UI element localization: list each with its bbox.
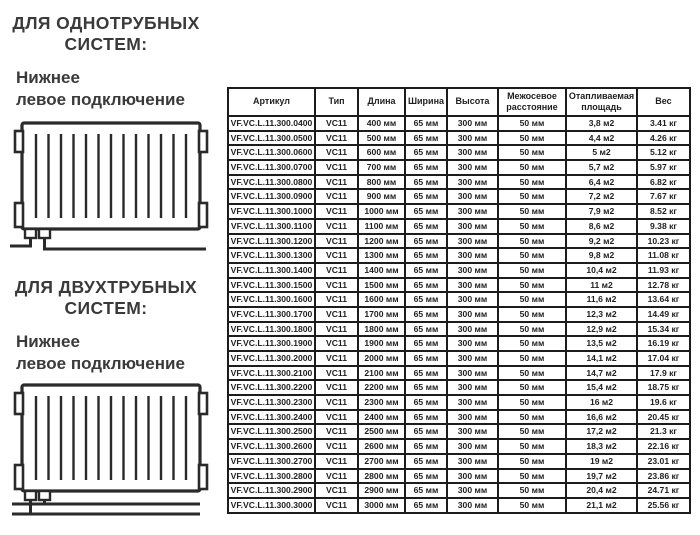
table-row bbox=[228, 248, 690, 263]
table-row bbox=[228, 204, 690, 219]
table-cell: 50 мм bbox=[498, 469, 566, 484]
table-cell: 700 мм bbox=[358, 160, 405, 175]
table-cell: VC11 bbox=[315, 145, 358, 160]
table-cell: 23.86 кг bbox=[637, 469, 690, 484]
table-cell: 300 мм bbox=[447, 292, 498, 307]
section-single-pipe-subtitle bbox=[16, 67, 216, 111]
table-cell: 50 мм bbox=[498, 454, 566, 469]
table-cell: VC11 bbox=[315, 307, 358, 322]
table-cell: VC11 bbox=[315, 469, 358, 484]
table-cell: 11.93 кг bbox=[637, 263, 690, 278]
table-cell: VC11 bbox=[315, 160, 358, 175]
table-cell: 65 мм bbox=[405, 469, 447, 484]
table-cell: VF.VC.L.11.300.1600 bbox=[228, 292, 315, 307]
table-cell: 2800 мм bbox=[358, 469, 405, 484]
section-two-pipe-title bbox=[2, 277, 210, 319]
table-cell: 300 мм bbox=[447, 336, 498, 351]
table-cell: VF.VC.L.11.300.2700 bbox=[228, 454, 315, 469]
table-cell: 300 мм bbox=[447, 483, 498, 498]
table-cell: 2000 мм bbox=[358, 351, 405, 366]
table-cell: 400 мм bbox=[358, 116, 405, 131]
table-cell: 50 мм bbox=[498, 292, 566, 307]
table-cell: VC11 bbox=[315, 116, 358, 131]
table-cell: 300 мм bbox=[447, 219, 498, 234]
table-row bbox=[228, 160, 690, 175]
table-row bbox=[228, 439, 690, 454]
table-cell: 25.56 кг bbox=[637, 498, 690, 513]
table-cell: 65 мм bbox=[405, 219, 447, 234]
table-cell: 9.38 кг bbox=[637, 219, 690, 234]
table-cell: VC11 bbox=[315, 439, 358, 454]
table-cell: 13,5 м2 bbox=[566, 336, 637, 351]
table-cell: 65 мм bbox=[405, 204, 447, 219]
table-row bbox=[228, 410, 690, 425]
table-cell: 2600 мм bbox=[358, 439, 405, 454]
table-cell: 65 мм bbox=[405, 131, 447, 146]
table-cell: 1600 мм bbox=[358, 292, 405, 307]
table-row bbox=[228, 395, 690, 410]
table-cell: 1100 мм bbox=[358, 219, 405, 234]
table-cell: 300 мм bbox=[447, 248, 498, 263]
table-cell: 12,3 м2 bbox=[566, 307, 637, 322]
column-header-dlina: Длина bbox=[358, 88, 405, 116]
table-cell: 65 мм bbox=[405, 116, 447, 131]
table-cell: 9,8 м2 bbox=[566, 248, 637, 263]
table-row bbox=[228, 380, 690, 395]
table-cell: 8,6 м2 bbox=[566, 219, 637, 234]
table-cell: 300 мм bbox=[447, 322, 498, 337]
section-single-pipe-title-line1: ДЛЯ ОДНОТРУБНЫХ bbox=[12, 13, 200, 33]
table-row bbox=[228, 498, 690, 513]
table-cell: 13.64 кг bbox=[637, 292, 690, 307]
table-cell: 7.67 кг bbox=[637, 189, 690, 204]
table-cell: VF.VC.L.11.300.3000 bbox=[228, 498, 315, 513]
table-cell: 3,8 м2 bbox=[566, 116, 637, 131]
table-cell: VC11 bbox=[315, 248, 358, 263]
column-header-tip: Тип bbox=[315, 88, 358, 116]
section-two-pipe-subtitle bbox=[16, 331, 216, 375]
table-cell: 65 мм bbox=[405, 234, 447, 249]
table-cell: 1200 мм bbox=[358, 234, 405, 249]
table-cell: 65 мм bbox=[405, 410, 447, 425]
table-cell: VF.VC.L.11.300.2000 bbox=[228, 351, 315, 366]
table-row bbox=[228, 336, 690, 351]
table-row bbox=[228, 175, 690, 190]
table-cell: 2400 мм bbox=[358, 410, 405, 425]
column-header-mezhosevoe: Межосевое расстояние bbox=[498, 88, 566, 116]
table-row bbox=[228, 351, 690, 366]
table-cell: VC11 bbox=[315, 322, 358, 337]
column-header-shirina: Ширина bbox=[405, 88, 447, 116]
table-cell: 300 мм bbox=[447, 234, 498, 249]
spec-table-body bbox=[228, 116, 690, 513]
table-cell: 7,9 м2 bbox=[566, 204, 637, 219]
table-cell: VC11 bbox=[315, 234, 358, 249]
table-cell: 16.19 кг bbox=[637, 336, 690, 351]
table-row bbox=[228, 189, 690, 204]
table-row bbox=[228, 234, 690, 249]
section-single-pipe-title bbox=[2, 13, 210, 55]
section-two-pipe-title-line1: ДЛЯ ДВУХТРУБНЫХ bbox=[14, 277, 198, 297]
table-cell: 65 мм bbox=[405, 322, 447, 337]
table-cell: VF.VC.L.11.300.2400 bbox=[228, 410, 315, 425]
table-cell: 50 мм bbox=[498, 278, 566, 293]
table-cell: 19,7 м2 bbox=[566, 469, 637, 484]
table-cell: 3000 мм bbox=[358, 498, 405, 513]
table-cell: 1800 мм bbox=[358, 322, 405, 337]
table-cell: VC11 bbox=[315, 366, 358, 381]
table-cell: 11.08 кг bbox=[637, 248, 690, 263]
table-cell: 11,6 м2 bbox=[566, 292, 637, 307]
table-row bbox=[228, 131, 690, 146]
radiator-diagram-two-pipe bbox=[8, 380, 214, 520]
table-cell: 50 мм bbox=[498, 351, 566, 366]
table-cell: VC11 bbox=[315, 351, 358, 366]
column-header-vysota: Высота bbox=[447, 88, 498, 116]
table-cell: 20.45 кг bbox=[637, 410, 690, 425]
table-cell: 5.12 кг bbox=[637, 145, 690, 160]
table-cell: 65 мм bbox=[405, 395, 447, 410]
table-cell: 1300 мм bbox=[358, 248, 405, 263]
table-cell: 500 мм bbox=[358, 131, 405, 146]
table-cell: 2900 мм bbox=[358, 483, 405, 498]
table-row bbox=[228, 263, 690, 278]
table-cell: 50 мм bbox=[498, 116, 566, 131]
table-cell: 16 м2 bbox=[566, 395, 637, 410]
table-cell: VC11 bbox=[315, 204, 358, 219]
table-cell: VF.VC.L.11.300.1800 bbox=[228, 322, 315, 337]
table-cell: 65 мм bbox=[405, 160, 447, 175]
table-cell: VC11 bbox=[315, 424, 358, 439]
table-cell: 50 мм bbox=[498, 219, 566, 234]
table-cell: 300 мм bbox=[447, 263, 498, 278]
table-cell: VC11 bbox=[315, 175, 358, 190]
table-cell: 65 мм bbox=[405, 248, 447, 263]
table-cell: 300 мм bbox=[447, 307, 498, 322]
table-cell: VC11 bbox=[315, 483, 358, 498]
table-cell: VC11 bbox=[315, 498, 358, 513]
table-cell: 300 мм bbox=[447, 145, 498, 160]
table-cell: VC11 bbox=[315, 219, 358, 234]
table-cell: 14.49 кг bbox=[637, 307, 690, 322]
table-cell: 17.04 кг bbox=[637, 351, 690, 366]
table-cell: 300 мм bbox=[447, 189, 498, 204]
table-cell: 65 мм bbox=[405, 366, 447, 381]
table-cell: 300 мм bbox=[447, 410, 498, 425]
table-cell: 19.6 кг bbox=[637, 395, 690, 410]
table-row bbox=[228, 424, 690, 439]
table-cell: VF.VC.L.11.300.1100 bbox=[228, 219, 315, 234]
table-cell: 2100 мм bbox=[358, 366, 405, 381]
table-cell: 9,2 м2 bbox=[566, 234, 637, 249]
table-cell: 50 мм bbox=[498, 234, 566, 249]
table-cell: VF.VC.L.11.300.0500 bbox=[228, 131, 315, 146]
table-cell: 4.26 кг bbox=[637, 131, 690, 146]
section-two-pipe-subtitle-line2: левое подключение bbox=[16, 354, 185, 373]
table-cell: 50 мм bbox=[498, 145, 566, 160]
table-cell: 21.3 кг bbox=[637, 424, 690, 439]
table-cell: 65 мм bbox=[405, 263, 447, 278]
table-cell: VF.VC.L.11.300.0900 bbox=[228, 189, 315, 204]
table-cell: 22.16 кг bbox=[637, 439, 690, 454]
table-cell: 50 мм bbox=[498, 424, 566, 439]
table-cell: 50 мм bbox=[498, 380, 566, 395]
table-cell: 1700 мм bbox=[358, 307, 405, 322]
spec-table bbox=[227, 87, 691, 514]
table-cell: 300 мм bbox=[447, 424, 498, 439]
table-cell: 50 мм bbox=[498, 439, 566, 454]
table-cell: 17.9 кг bbox=[637, 366, 690, 381]
table-cell: 300 мм bbox=[447, 366, 498, 381]
table-cell: 15,4 м2 bbox=[566, 380, 637, 395]
table-cell: 50 мм bbox=[498, 322, 566, 337]
table-cell: VF.VC.L.11.300.1000 bbox=[228, 204, 315, 219]
column-header-ploshchad: Отапливаемая площадь bbox=[566, 88, 637, 116]
table-cell: 65 мм bbox=[405, 483, 447, 498]
table-cell: 65 мм bbox=[405, 439, 447, 454]
table-cell: 65 мм bbox=[405, 189, 447, 204]
table-cell: 10,4 м2 bbox=[566, 263, 637, 278]
table-header-row bbox=[228, 88, 690, 116]
table-cell: 14,1 м2 bbox=[566, 351, 637, 366]
table-cell: 20,4 м2 bbox=[566, 483, 637, 498]
table-cell: 50 мм bbox=[498, 263, 566, 278]
table-cell: 18.75 кг bbox=[637, 380, 690, 395]
table-cell: VF.VC.L.11.300.2800 bbox=[228, 469, 315, 484]
table-cell: 1000 мм bbox=[358, 204, 405, 219]
table-cell: VC11 bbox=[315, 131, 358, 146]
table-cell: 2300 мм bbox=[358, 395, 405, 410]
table-cell: 300 мм bbox=[447, 278, 498, 293]
table-cell: 300 мм bbox=[447, 395, 498, 410]
table-cell: 65 мм bbox=[405, 278, 447, 293]
table-cell: 12,9 м2 bbox=[566, 322, 637, 337]
table-cell: VC11 bbox=[315, 410, 358, 425]
table-cell: 50 мм bbox=[498, 160, 566, 175]
table-cell: 300 мм bbox=[447, 131, 498, 146]
table-row bbox=[228, 469, 690, 484]
table-cell: 50 мм bbox=[498, 307, 566, 322]
table-row bbox=[228, 454, 690, 469]
table-cell: 50 мм bbox=[498, 131, 566, 146]
table-cell: VF.VC.L.11.300.1500 bbox=[228, 278, 315, 293]
table-cell: VF.VC.L.11.300.2100 bbox=[228, 366, 315, 381]
table-cell: 300 мм bbox=[447, 351, 498, 366]
radiator-diagram-single-pipe bbox=[8, 120, 214, 254]
table-cell: VF.VC.L.11.300.1300 bbox=[228, 248, 315, 263]
table-cell: 50 мм bbox=[498, 175, 566, 190]
table-row bbox=[228, 292, 690, 307]
table-cell: 300 мм bbox=[447, 454, 498, 469]
table-cell: 19 м2 bbox=[566, 454, 637, 469]
table-cell: 14,7 м2 bbox=[566, 366, 637, 381]
table-cell: 50 мм bbox=[498, 248, 566, 263]
table-cell: 50 мм bbox=[498, 498, 566, 513]
table-cell: VC11 bbox=[315, 263, 358, 278]
section-single-pipe-subtitle-line1: Нижнее bbox=[16, 68, 80, 87]
table-cell: 65 мм bbox=[405, 336, 447, 351]
table-cell: 65 мм bbox=[405, 292, 447, 307]
table-cell: VF.VC.L.11.300.0700 bbox=[228, 160, 315, 175]
table-row bbox=[228, 366, 690, 381]
table-cell: VC11 bbox=[315, 380, 358, 395]
table-cell: 65 мм bbox=[405, 307, 447, 322]
table-cell: 1500 мм bbox=[358, 278, 405, 293]
table-cell: 18,3 м2 bbox=[566, 439, 637, 454]
table-row bbox=[228, 145, 690, 160]
table-row bbox=[228, 278, 690, 293]
table-cell: VF.VC.L.11.300.1400 bbox=[228, 263, 315, 278]
table-cell: 24.71 кг bbox=[637, 483, 690, 498]
table-cell: VC11 bbox=[315, 189, 358, 204]
table-cell: 600 мм bbox=[358, 145, 405, 160]
table-cell: 12.78 кг bbox=[637, 278, 690, 293]
table-cell: 7,2 м2 bbox=[566, 189, 637, 204]
table-cell: 50 мм bbox=[498, 483, 566, 498]
table-cell: VF.VC.L.11.300.1900 bbox=[228, 336, 315, 351]
table-cell: 3.41 кг bbox=[637, 116, 690, 131]
table-row bbox=[228, 219, 690, 234]
table-cell: 6,4 м2 bbox=[566, 175, 637, 190]
table-cell: VF.VC.L.11.300.2600 bbox=[228, 439, 315, 454]
table-cell: VF.VC.L.11.300.2300 bbox=[228, 395, 315, 410]
table-cell: 2700 мм bbox=[358, 454, 405, 469]
table-cell: 11 м2 bbox=[566, 278, 637, 293]
table-cell: 17,2 м2 bbox=[566, 424, 637, 439]
table-cell: 5.97 кг bbox=[637, 160, 690, 175]
table-row bbox=[228, 483, 690, 498]
table-cell: 50 мм bbox=[498, 410, 566, 425]
table-cell: 50 мм bbox=[498, 204, 566, 219]
table-cell: 15.34 кг bbox=[637, 322, 690, 337]
section-two-pipe-subtitle-line1: Нижнее bbox=[16, 332, 80, 351]
table-cell: 65 мм bbox=[405, 380, 447, 395]
table-cell: 300 мм bbox=[447, 175, 498, 190]
table-cell: 50 мм bbox=[498, 395, 566, 410]
table-cell: 300 мм bbox=[447, 469, 498, 484]
table-cell: VC11 bbox=[315, 292, 358, 307]
table-cell: 800 мм bbox=[358, 175, 405, 190]
table-cell: VF.VC.L.11.300.2500 bbox=[228, 424, 315, 439]
section-two-pipe-title-line2: СИСТЕМ: bbox=[64, 298, 148, 318]
table-cell: VC11 bbox=[315, 454, 358, 469]
table-cell: 1900 мм bbox=[358, 336, 405, 351]
column-header-ves: Вес bbox=[637, 88, 690, 116]
table-row bbox=[228, 307, 690, 322]
table-cell: 300 мм bbox=[447, 160, 498, 175]
table-cell: VC11 bbox=[315, 336, 358, 351]
table-cell: 65 мм bbox=[405, 498, 447, 513]
table-cell: 8.52 кг bbox=[637, 204, 690, 219]
table-cell: 50 мм bbox=[498, 336, 566, 351]
table-cell: 300 мм bbox=[447, 116, 498, 131]
table-cell: VF.VC.L.11.300.1700 bbox=[228, 307, 315, 322]
table-cell: VC11 bbox=[315, 278, 358, 293]
table-cell: 21,1 м2 bbox=[566, 498, 637, 513]
table-cell: 65 мм bbox=[405, 175, 447, 190]
table-cell: 300 мм bbox=[447, 380, 498, 395]
table-cell: VF.VC.L.11.300.0400 bbox=[228, 116, 315, 131]
table-cell: 300 мм bbox=[447, 498, 498, 513]
table-cell: VC11 bbox=[315, 395, 358, 410]
table-cell: VF.VC.L.11.300.0600 bbox=[228, 145, 315, 160]
section-single-pipe-title-line2: СИСТЕМ: bbox=[64, 34, 148, 54]
table-cell: VF.VC.L.11.300.2200 bbox=[228, 380, 315, 395]
table-cell: VF.VC.L.11.300.0800 bbox=[228, 175, 315, 190]
table-cell: 1400 мм bbox=[358, 263, 405, 278]
column-header-artikul: Артикул bbox=[228, 88, 315, 116]
table-cell: VF.VC.L.11.300.2900 bbox=[228, 483, 315, 498]
table-cell: 65 мм bbox=[405, 454, 447, 469]
table-cell: 2500 мм bbox=[358, 424, 405, 439]
table-cell: 900 мм bbox=[358, 189, 405, 204]
table-cell: 65 мм bbox=[405, 424, 447, 439]
table-cell: 50 мм bbox=[498, 189, 566, 204]
table-cell: 10.23 кг bbox=[637, 234, 690, 249]
table-cell: 65 мм bbox=[405, 145, 447, 160]
table-cell: 16,6 м2 bbox=[566, 410, 637, 425]
table-cell: 5,7 м2 bbox=[566, 160, 637, 175]
section-single-pipe-subtitle-line2: левое подключение bbox=[16, 90, 185, 109]
table-cell: 300 мм bbox=[447, 204, 498, 219]
table-cell: VF.VC.L.11.300.1200 bbox=[228, 234, 315, 249]
table-cell: 300 мм bbox=[447, 439, 498, 454]
table-cell: 23.01 кг bbox=[637, 454, 690, 469]
table-row bbox=[228, 322, 690, 337]
table-cell: 6.82 кг bbox=[637, 175, 690, 190]
table-row bbox=[228, 116, 690, 131]
table-cell: 65 мм bbox=[405, 351, 447, 366]
table-cell: 4,4 м2 bbox=[566, 131, 637, 146]
table-cell: 2200 мм bbox=[358, 380, 405, 395]
table-cell: 50 мм bbox=[498, 366, 566, 381]
table-cell: 5 м2 bbox=[566, 145, 637, 160]
